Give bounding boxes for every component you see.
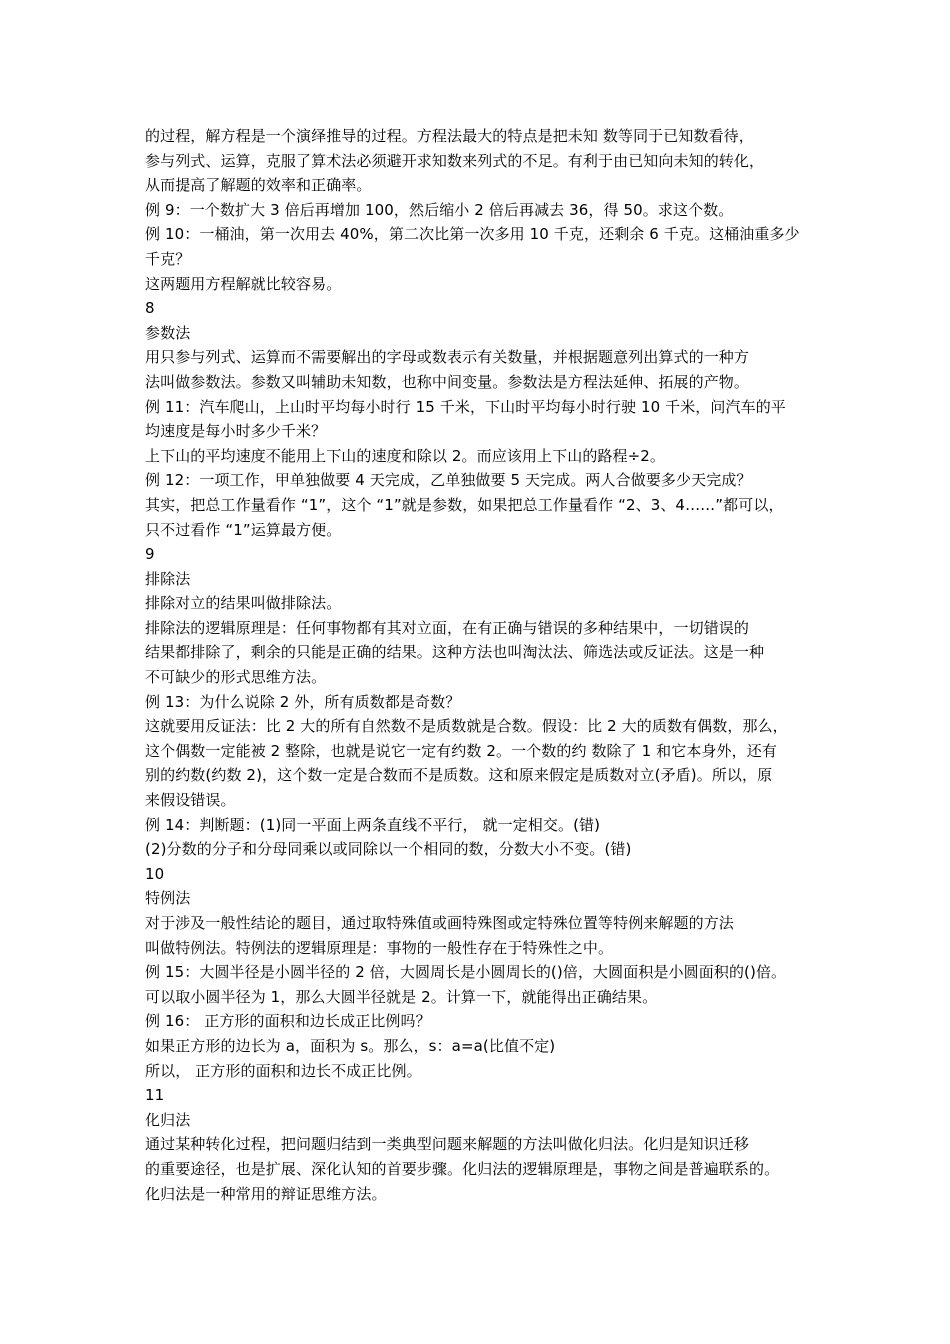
text-line: 这就要用反证法：比 2 大的所有自然数不是质数就是合数。假设：比 2 大的质数有偶数，那么， bbox=[145, 717, 788, 736]
text-line: 10 bbox=[145, 864, 165, 883]
text-line: 例 16： 正方形的面积和边长成正比例吗？ bbox=[145, 1012, 431, 1031]
text-line: 例 14：判断题：(1)同一平面上两条直线不平行， 就一定相交。(错) bbox=[145, 815, 601, 834]
text-line: 如果正方形的边长为 a，面积为 s。那么，s：a=a(比值不定) bbox=[145, 1036, 556, 1055]
text-line: 排除对立的结果叫做排除法。 bbox=[145, 594, 342, 613]
text-line: 特例法 bbox=[145, 889, 191, 908]
text-line: 对于涉及一般性结论的题目，通过取特殊值或画特殊图或定特殊位置等特例来解题的方法 bbox=[145, 914, 734, 932]
text-line: 来假设错误。 bbox=[145, 791, 236, 810]
text-line: 的过程，解方程是一个演绎推导的过程。方程法最大的特点是把未知 数等同于已知数看待， bbox=[145, 127, 754, 145]
text-line: 例 15：大圆半径是小圆半径的 2 倍，大圆周长是小圆周长的()倍，大圆面积是小圆面积的()倍。 bbox=[145, 963, 787, 982]
text-line: 这两题用方程解就比较容易。 bbox=[145, 274, 342, 293]
document-body bbox=[145, 124, 825, 1206]
text-line: 这个偶数一定能被 2 整除，也就是说它一定有约数 2。一个数的约 数除了 1 和它本身外，还有 bbox=[145, 741, 777, 760]
text-line: 9 bbox=[145, 545, 155, 564]
text-line: 通过某种转化过程，把问题归结到一类典型问题来解题的方法叫做化归法。化归是知识迁移 bbox=[145, 1135, 750, 1154]
text-line: 从而提高了解题的效率和正确率。 bbox=[145, 176, 372, 195]
text-line: 的重要途径，也是扩展、深化认知的首要步骤。化归法的逻辑原理是，事物之间是普遍联系的。 bbox=[145, 1159, 780, 1178]
text-line: 8 bbox=[145, 299, 155, 318]
text-line: 参与列式、运算，克服了算术法必须避开求知数来列式的不足。有利于由已知向未知的转化， bbox=[145, 151, 765, 170]
text-line: 别的约数(约数 2)，这个数一定是合数而不是质数。这和原来假定是质数对立(矛盾)。所以，原 bbox=[145, 766, 773, 785]
text-line: 用只参与列式、运算而不需要解出的字母或数表示有关数量，并根据题意列出算式的一种方 bbox=[145, 348, 750, 367]
text-line: 结果都排除了，剩余的只能是正确的结果。这种方法也叫淘汰法、筛选法或反证法。这是一种 bbox=[145, 643, 765, 662]
text-line: 均速度是每小时多少千米？ bbox=[145, 422, 327, 441]
text-line: 例 13：为什么说除 2 外，所有质数都是奇数？ bbox=[145, 692, 461, 711]
text-line: 上下山的平均速度不能用上下山的速度和除以 2。而应该用上下山的路程÷2。 bbox=[145, 446, 666, 465]
text-line: 例 12：一项工作，甲单独做要 4 天完成，乙单独做要 5 天完成。两人合做要多少天完成？ bbox=[145, 471, 752, 490]
text-line: 可以取小圆半径为 1，那么大圆半径就是 2。计算一下，就能得出正确结果。 bbox=[145, 987, 658, 1006]
text-line: 排除法 bbox=[145, 569, 191, 588]
text-line: 只不过看作 “1”运算最方便。 bbox=[145, 520, 342, 539]
text-line: 所以， 正方形的面积和边长不成正比例。 bbox=[145, 1061, 422, 1080]
text-line: 法叫做参数法。参数又叫辅助未知数，也称中间变量。参数法是方程法延伸、拓展的产物。 bbox=[145, 372, 750, 391]
text-line: 11 bbox=[145, 1086, 165, 1105]
text-line: (2)分数的分子和分母同乘以或同除以一个相同的数，分数大小不变。(错) bbox=[145, 840, 632, 859]
text-line: 排除法的逻辑原理是：任何事物都有其对立面，在有正确与错误的多种结果中，一切错误的 bbox=[145, 618, 750, 637]
text-line: 例 10：一桶油，第一次用去 40%，第二次比第一次多用 10 千克，还剩余 6 千克。这桶油重多少 bbox=[145, 225, 800, 244]
text-line: 参数法 bbox=[145, 323, 191, 342]
text-line: 千克？ bbox=[145, 249, 191, 268]
text-line: 其实，把总工作量看作 “1”，这个 “1”就是参数，如果把总工作量看作 “2、3、4……”都可以， bbox=[145, 495, 784, 514]
text-line: 例 11：汽车爬山，上山时平均每小时行 15 千米，下山时平均每小时行驶 10 千米，问汽车的平 bbox=[145, 397, 786, 416]
text-line: 化归法是一种常用的辩证思维方法。 bbox=[145, 1184, 387, 1203]
text-line: 叫做特例法。特例法的逻辑原理是：事物的一般性存在于特殊性之中。 bbox=[145, 938, 614, 957]
text-line: 例 9：一个数扩大 3 倍后再增加 100，然后缩小 2 倍后再减去 36，得 50。求这个数。 bbox=[145, 200, 734, 219]
text-line: 化归法 bbox=[145, 1110, 191, 1129]
text-line: 不可缺少的形式思维方法。 bbox=[145, 668, 327, 687]
